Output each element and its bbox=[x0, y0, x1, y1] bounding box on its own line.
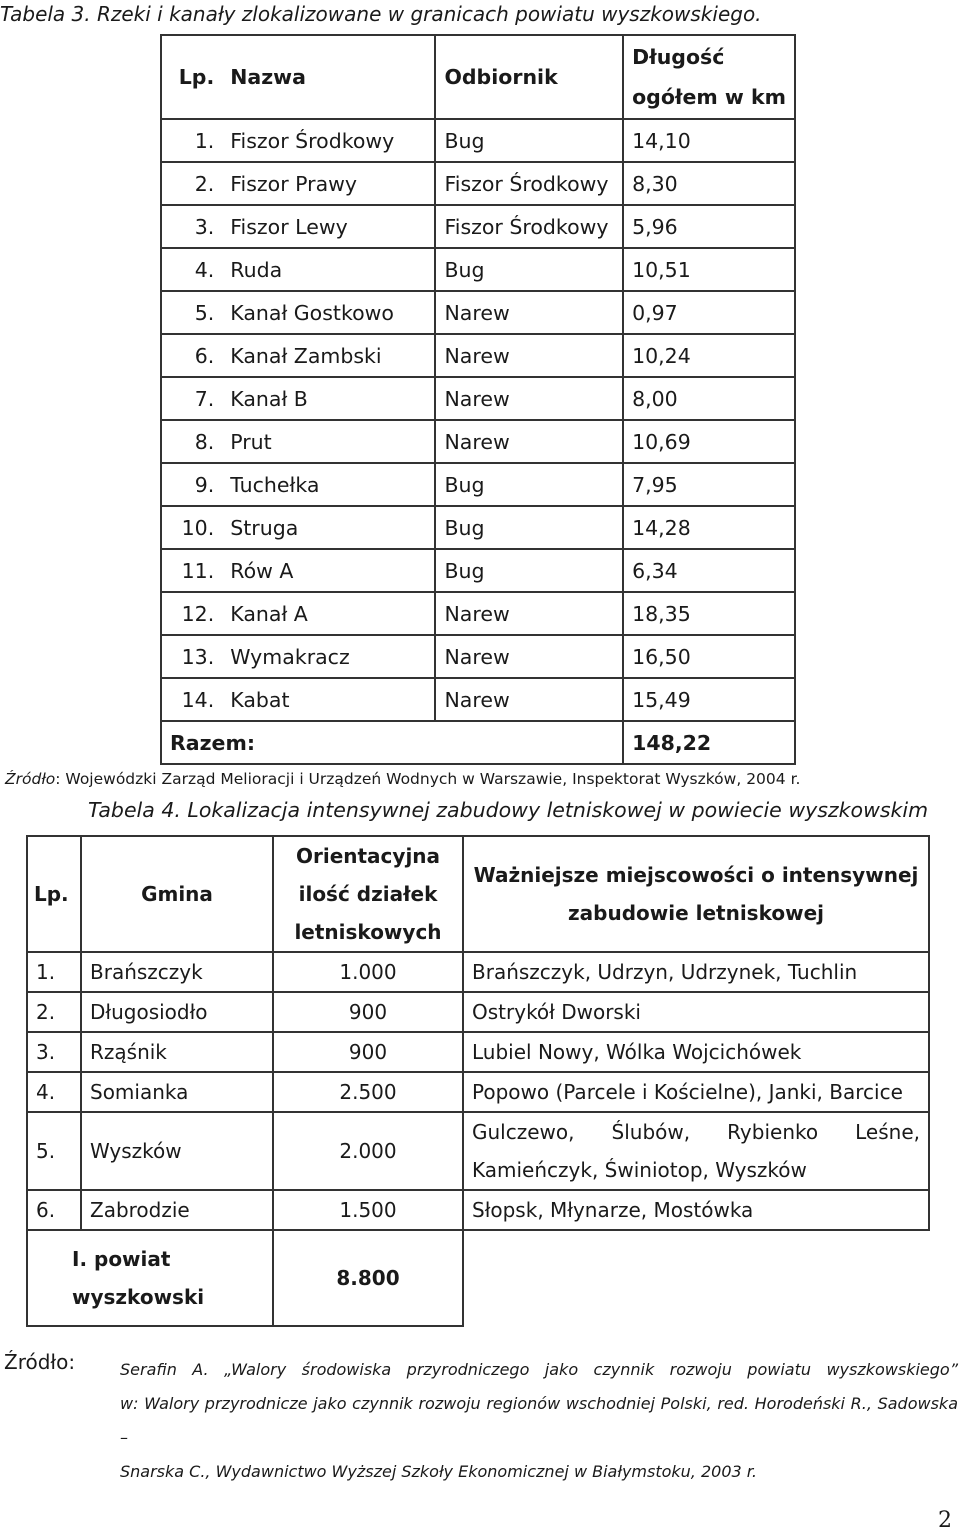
row-name: Kanał A bbox=[222, 592, 435, 635]
header-receiver: Odbiornik bbox=[435, 35, 623, 119]
row-lp: 1. bbox=[161, 119, 222, 162]
row-name: Rów A bbox=[222, 549, 435, 592]
rivers-table bbox=[160, 34, 796, 765]
row-lp: 11. bbox=[161, 549, 222, 592]
row-name: Ruda bbox=[222, 248, 435, 291]
row-receiver: Narew bbox=[435, 377, 623, 420]
row-length: 8,30 bbox=[623, 162, 795, 205]
row-gmina: Wyszków bbox=[81, 1112, 273, 1190]
table-row bbox=[161, 463, 795, 506]
row-receiver: Narew bbox=[435, 592, 623, 635]
total-label-line1: I. powiat bbox=[72, 1247, 171, 1271]
header-plots-line3: letniskowych bbox=[294, 920, 442, 944]
table-row bbox=[161, 635, 795, 678]
row-length: 10,51 bbox=[623, 248, 795, 291]
row-length: 15,49 bbox=[623, 678, 795, 721]
row-plots: 2.000 bbox=[273, 1112, 463, 1190]
header-lp: Lp. bbox=[161, 35, 222, 119]
row-lp: 9. bbox=[161, 463, 222, 506]
source-label: Źródło bbox=[5, 770, 56, 788]
row-places: Brańszczyk, Udrzyn, Udrzynek, Tuchlin bbox=[463, 952, 929, 992]
total-label-line2: wyszkowski bbox=[72, 1285, 205, 1309]
row-length: 18,35 bbox=[623, 592, 795, 635]
header-length bbox=[623, 35, 795, 119]
row-gmina: Długosiodło bbox=[81, 992, 273, 1032]
row-lp: 1. bbox=[27, 952, 81, 992]
total-row bbox=[27, 1230, 929, 1326]
row-places bbox=[463, 1112, 929, 1190]
row-gmina: Zabrodzie bbox=[81, 1190, 273, 1230]
row-places: Ostrykół Dworski bbox=[463, 992, 929, 1032]
table-row bbox=[27, 1190, 929, 1230]
header-places bbox=[463, 836, 929, 952]
row-name: Prut bbox=[222, 420, 435, 463]
row-gmina: Rząśnik bbox=[81, 1032, 273, 1072]
row-places-line1: Gulczewo, Ślubów, Rybienko Leśne, bbox=[472, 1120, 920, 1144]
header-gmina: Gmina bbox=[81, 836, 273, 952]
total-row bbox=[161, 721, 795, 764]
row-receiver: Narew bbox=[435, 635, 623, 678]
source-text: : Wojewódzki Zarząd Melioracji i Urządzeń Wodnych w Warszawie, Inspektorat Wyszków, 2004 r. bbox=[55, 770, 801, 788]
holiday-housing-table bbox=[26, 835, 930, 1327]
row-name: Kanał Zambski bbox=[222, 334, 435, 377]
row-lp: 3. bbox=[27, 1032, 81, 1072]
header-plots-line2: ilość działek bbox=[298, 882, 438, 906]
table4-caption: Tabela 4. Lokalizacja intensywnej zabudowy letniskowej w powiecie wyszkowskim bbox=[88, 798, 929, 822]
total-label: Razem: bbox=[161, 721, 623, 764]
row-receiver: Fiszor Środkowy bbox=[435, 162, 623, 205]
row-name: Kanał B bbox=[222, 377, 435, 420]
row-gmina: Somianka bbox=[81, 1072, 273, 1112]
row-places-line2: Kamieńczyk, Świniotop, Wyszków bbox=[472, 1158, 807, 1182]
row-gmina: Brańszczyk bbox=[81, 952, 273, 992]
table-row bbox=[161, 334, 795, 377]
row-name: Fiszor Środkowy bbox=[222, 119, 435, 162]
row-lp: 4. bbox=[161, 248, 222, 291]
row-name: Tuchełka bbox=[222, 463, 435, 506]
row-name: Kanał Gostkowo bbox=[222, 291, 435, 334]
row-length: 7,95 bbox=[623, 463, 795, 506]
table-row bbox=[161, 291, 795, 334]
table-row bbox=[27, 992, 929, 1032]
header-plots-line1: Orientacyjna bbox=[295, 844, 441, 868]
table-row bbox=[27, 1072, 929, 1112]
row-length: 10,24 bbox=[623, 334, 795, 377]
table-row bbox=[161, 592, 795, 635]
total-value: 8.800 bbox=[273, 1230, 463, 1326]
row-name: Struga bbox=[222, 506, 435, 549]
row-lp: 6. bbox=[161, 334, 222, 377]
header-length-line2: ogółem w km bbox=[632, 85, 786, 109]
table-row bbox=[27, 1112, 929, 1190]
row-lp: 8. bbox=[161, 420, 222, 463]
row-length: 5,96 bbox=[623, 205, 795, 248]
row-length: 8,00 bbox=[623, 377, 795, 420]
row-lp: 2. bbox=[161, 162, 222, 205]
header-places-line1: Ważniejsze miejscowości o intensywnej bbox=[473, 863, 919, 887]
table-row bbox=[161, 678, 795, 721]
total-label bbox=[27, 1230, 273, 1326]
row-receiver: Bug bbox=[435, 463, 623, 506]
source-label: Źródło: bbox=[4, 1350, 76, 1374]
row-receiver: Narew bbox=[435, 291, 623, 334]
header-places-line2: zabudowie letniskowej bbox=[568, 901, 824, 925]
row-name: Fiszor Lewy bbox=[222, 205, 435, 248]
row-length: 0,97 bbox=[623, 291, 795, 334]
row-length: 6,34 bbox=[623, 549, 795, 592]
table-row bbox=[161, 162, 795, 205]
row-lp: 6. bbox=[27, 1190, 81, 1230]
row-lp: 7. bbox=[161, 377, 222, 420]
row-length: 10,69 bbox=[623, 420, 795, 463]
source-line3: Snarska C., Wydawnictwo Wyższej Szkoły Ekonomicznej w Białymstoku, 2003 r. bbox=[120, 1462, 757, 1481]
row-receiver: Bug bbox=[435, 506, 623, 549]
row-plots: 2.500 bbox=[273, 1072, 463, 1112]
row-lp: 10. bbox=[161, 506, 222, 549]
table3-caption: Tabela 3. Rzeki i kanały zlokalizowane w granicach powiatu wyszkowskiego. bbox=[0, 2, 762, 26]
table-header-row bbox=[161, 35, 795, 119]
row-name: Wymakracz bbox=[222, 635, 435, 678]
empty-cell bbox=[463, 1230, 929, 1326]
row-length: 14,10 bbox=[623, 119, 795, 162]
row-lp: 5. bbox=[161, 291, 222, 334]
row-lp: 12. bbox=[161, 592, 222, 635]
row-places: Słopsk, Młynarze, Mostówka bbox=[463, 1190, 929, 1230]
source-line1: Serafin A. „Walory środowiska przyrodniczego jako czynnik rozwoju powiatu wyszkowskiego” bbox=[120, 1360, 958, 1379]
row-plots: 900 bbox=[273, 992, 463, 1032]
total-value: 148,22 bbox=[623, 721, 795, 764]
row-plots: 1.000 bbox=[273, 952, 463, 992]
row-lp: 4. bbox=[27, 1072, 81, 1112]
table-row bbox=[27, 1032, 929, 1072]
row-plots: 1.500 bbox=[273, 1190, 463, 1230]
row-name: Kabat bbox=[222, 678, 435, 721]
row-receiver: Narew bbox=[435, 334, 623, 377]
row-plots: 900 bbox=[273, 1032, 463, 1072]
row-receiver: Bug bbox=[435, 248, 623, 291]
row-receiver: Narew bbox=[435, 678, 623, 721]
row-length: 16,50 bbox=[623, 635, 795, 678]
row-receiver: Narew bbox=[435, 420, 623, 463]
source-line2: w: Walory przyrodnicze jako czynnik rozwoju regionów wschodniej Polski, red. Horodeński R., Sadowska – bbox=[120, 1394, 958, 1447]
table-header-row bbox=[27, 836, 929, 952]
row-lp: 2. bbox=[27, 992, 81, 1032]
table-row bbox=[161, 506, 795, 549]
row-receiver: Bug bbox=[435, 119, 623, 162]
table-row bbox=[27, 952, 929, 992]
table-row bbox=[161, 377, 795, 420]
header-plots bbox=[273, 836, 463, 952]
source-note-1 bbox=[5, 770, 800, 788]
table-row bbox=[161, 205, 795, 248]
header-length-line1: Długość bbox=[632, 45, 725, 69]
row-lp: 5. bbox=[27, 1112, 81, 1190]
row-name: Fiszor Prawy bbox=[222, 162, 435, 205]
table-row bbox=[161, 420, 795, 463]
header-name: Nazwa bbox=[222, 35, 435, 119]
row-length: 14,28 bbox=[623, 506, 795, 549]
row-lp: 14. bbox=[161, 678, 222, 721]
page-number: 2 bbox=[938, 1508, 952, 1533]
row-lp: 13. bbox=[161, 635, 222, 678]
row-places: Popowo (Parcele i Kościelne), Janki, Barcice bbox=[463, 1072, 929, 1112]
header-lp: Lp. bbox=[27, 836, 81, 952]
row-receiver: Bug bbox=[435, 549, 623, 592]
row-lp: 3. bbox=[161, 205, 222, 248]
table-row bbox=[161, 119, 795, 162]
row-places: Lubiel Nowy, Wólka Wojcichówek bbox=[463, 1032, 929, 1072]
table-row bbox=[161, 549, 795, 592]
row-receiver: Fiszor Środkowy bbox=[435, 205, 623, 248]
source-text bbox=[120, 1353, 958, 1489]
table-row bbox=[161, 248, 795, 291]
